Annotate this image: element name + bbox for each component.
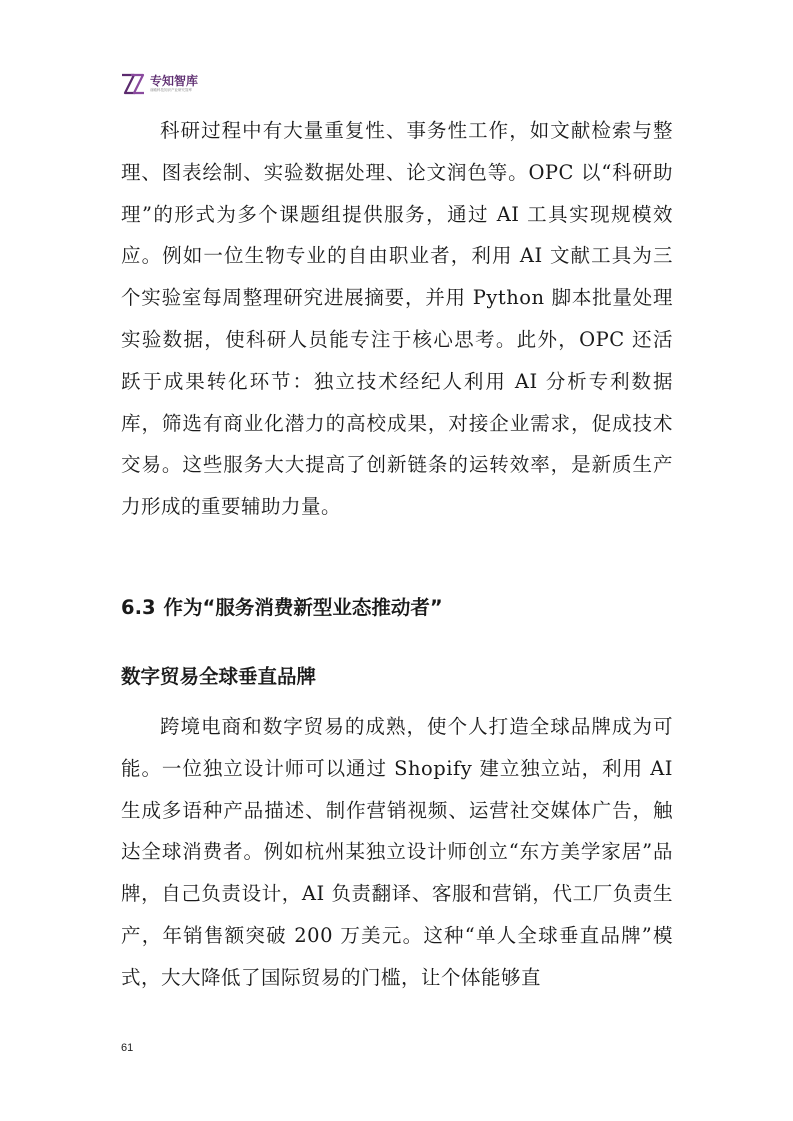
- page-number: 61: [121, 1042, 134, 1054]
- subsection-heading: 数字贸易全球垂直品牌: [121, 665, 317, 688]
- paragraph-research-assistant: 科研过程中有大量重复性、事务性工作，如文献检索与整理、图表绘制、实验数据处理、论文润色等。OPC 以“科研助理”的形式为多个课题组提供服务，通过 AI 工具实现规模效应。例如一位生物专业的自由职业者，利用 AI 文献工具为三个实验室每周整理研究进展摘要，并用 Python 脚本批量处理实验数据，使科研人员能专注于核心思考。此外，OPC 还活跃于成果转化环节：独立技术经纪人利用 AI 分析专利数据库，筛选有商业化潜力的高校成果，对接企业需求，促成技术交易。这些服务大大提高了创新链条的运转效率，是新质生产力形成的重要辅助力量。: [121, 119, 673, 519]
- logo-subtitle: 前瞻科技知识产业研究智库: [150, 88, 192, 92]
- logo-text: [150, 75, 198, 93]
- paragraph-digital-trade: 跨境电商和数字贸易的成熟，使个人打造全球品牌成为可能。一位独立设计师可以通过 Shopify 建立独立站，利用 AI 生成多语种产品描述、制作营销视频、运营社交媒体广告，触达全球消费者。例如杭州某独立设计师创立“东方美学家居”品牌，自己负责设计，AI 负责翻译、客服和营销，代工厂负责生产，年销售额突破 200 万美元。这种“单人全球垂直品牌”模式，大大降低了国际贸易的门槛，让个体能够直: [121, 715, 673, 989]
- section-title: 作为“服务消费新型业态推动者”: [163, 596, 443, 619]
- page-content: [121, 110, 673, 989]
- section-number: 6.3: [121, 596, 156, 619]
- section-heading: [121, 594, 443, 622]
- page-header: [120, 72, 198, 96]
- logo-icon: [120, 73, 146, 95]
- logo-title: 专知智库: [150, 74, 199, 88]
